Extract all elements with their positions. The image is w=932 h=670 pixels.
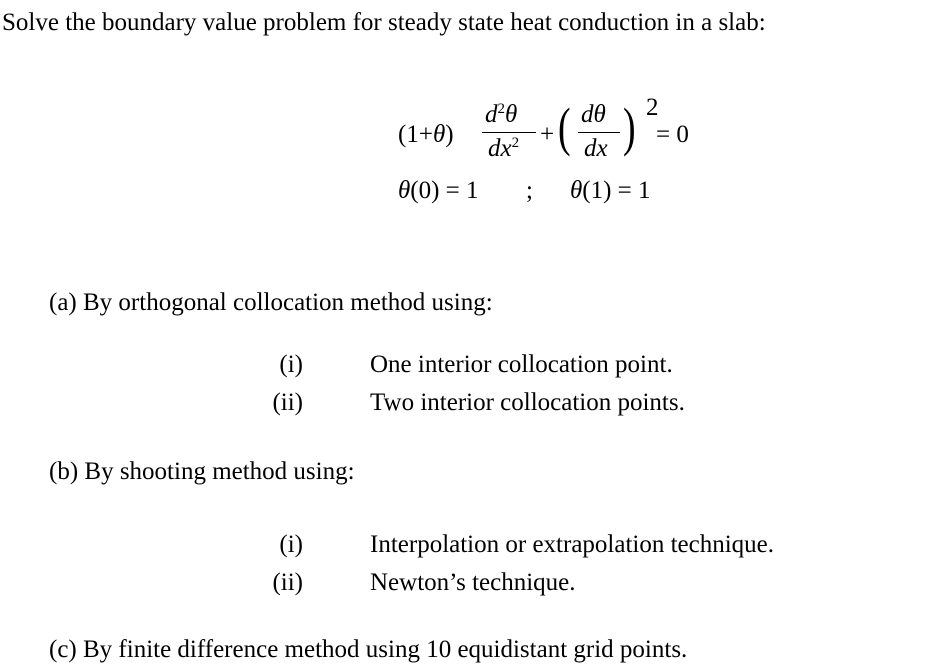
fraction2-denominator: dx — [584, 135, 608, 162]
fraction2-numerator: dθ — [581, 101, 606, 128]
plus-sign: + — [540, 121, 555, 148]
part-b-label: (b) By shooting method using: — [49, 458, 355, 485]
equals-zero: = 0 — [656, 121, 689, 148]
left-paren: ( — [558, 97, 571, 157]
part-a-item2-number: (ii) — [272, 389, 303, 416]
part-a-item1-number: (i) — [279, 351, 303, 378]
fraction1-bar — [482, 132, 536, 133]
part-b-item1-text: Interpolation or extrapolation technique. — [370, 531, 775, 558]
part-a-label: (a) By orthogonal collocation method using: — [49, 289, 493, 316]
boundary-conditions — [398, 178, 718, 212]
part-a-item2-text: Two interior collocation points. — [370, 389, 685, 416]
bc-separator: ; — [526, 177, 533, 204]
part-b-item2-text: Newton’s technique. — [370, 569, 576, 596]
power-exponent: 2 — [646, 94, 659, 121]
right-paren: ) — [623, 97, 636, 157]
part-b-item2-number: (ii) — [272, 569, 303, 596]
part-c-label: (c) By finite difference method using 10 equidistant grid points. — [49, 636, 688, 663]
part-a-item1-text: One interior collocation point. — [370, 351, 673, 378]
fraction1-numerator: $d^2\theta$ — [485, 101, 518, 128]
differential-equation — [398, 96, 718, 176]
problem-statement: Solve the boundary value problem for steady state heat conduction in a slab: — [2, 9, 766, 36]
fraction2-bar — [578, 132, 620, 133]
bc-right: θ(1) = 1 — [570, 177, 651, 204]
part-b-item1-number: (i) — [279, 531, 303, 558]
bc-left: θ(0) = 1 — [398, 177, 479, 204]
fraction1-denominator: $dx^2$ — [488, 135, 520, 162]
equation-factor: (1+θ) — [398, 121, 454, 148]
